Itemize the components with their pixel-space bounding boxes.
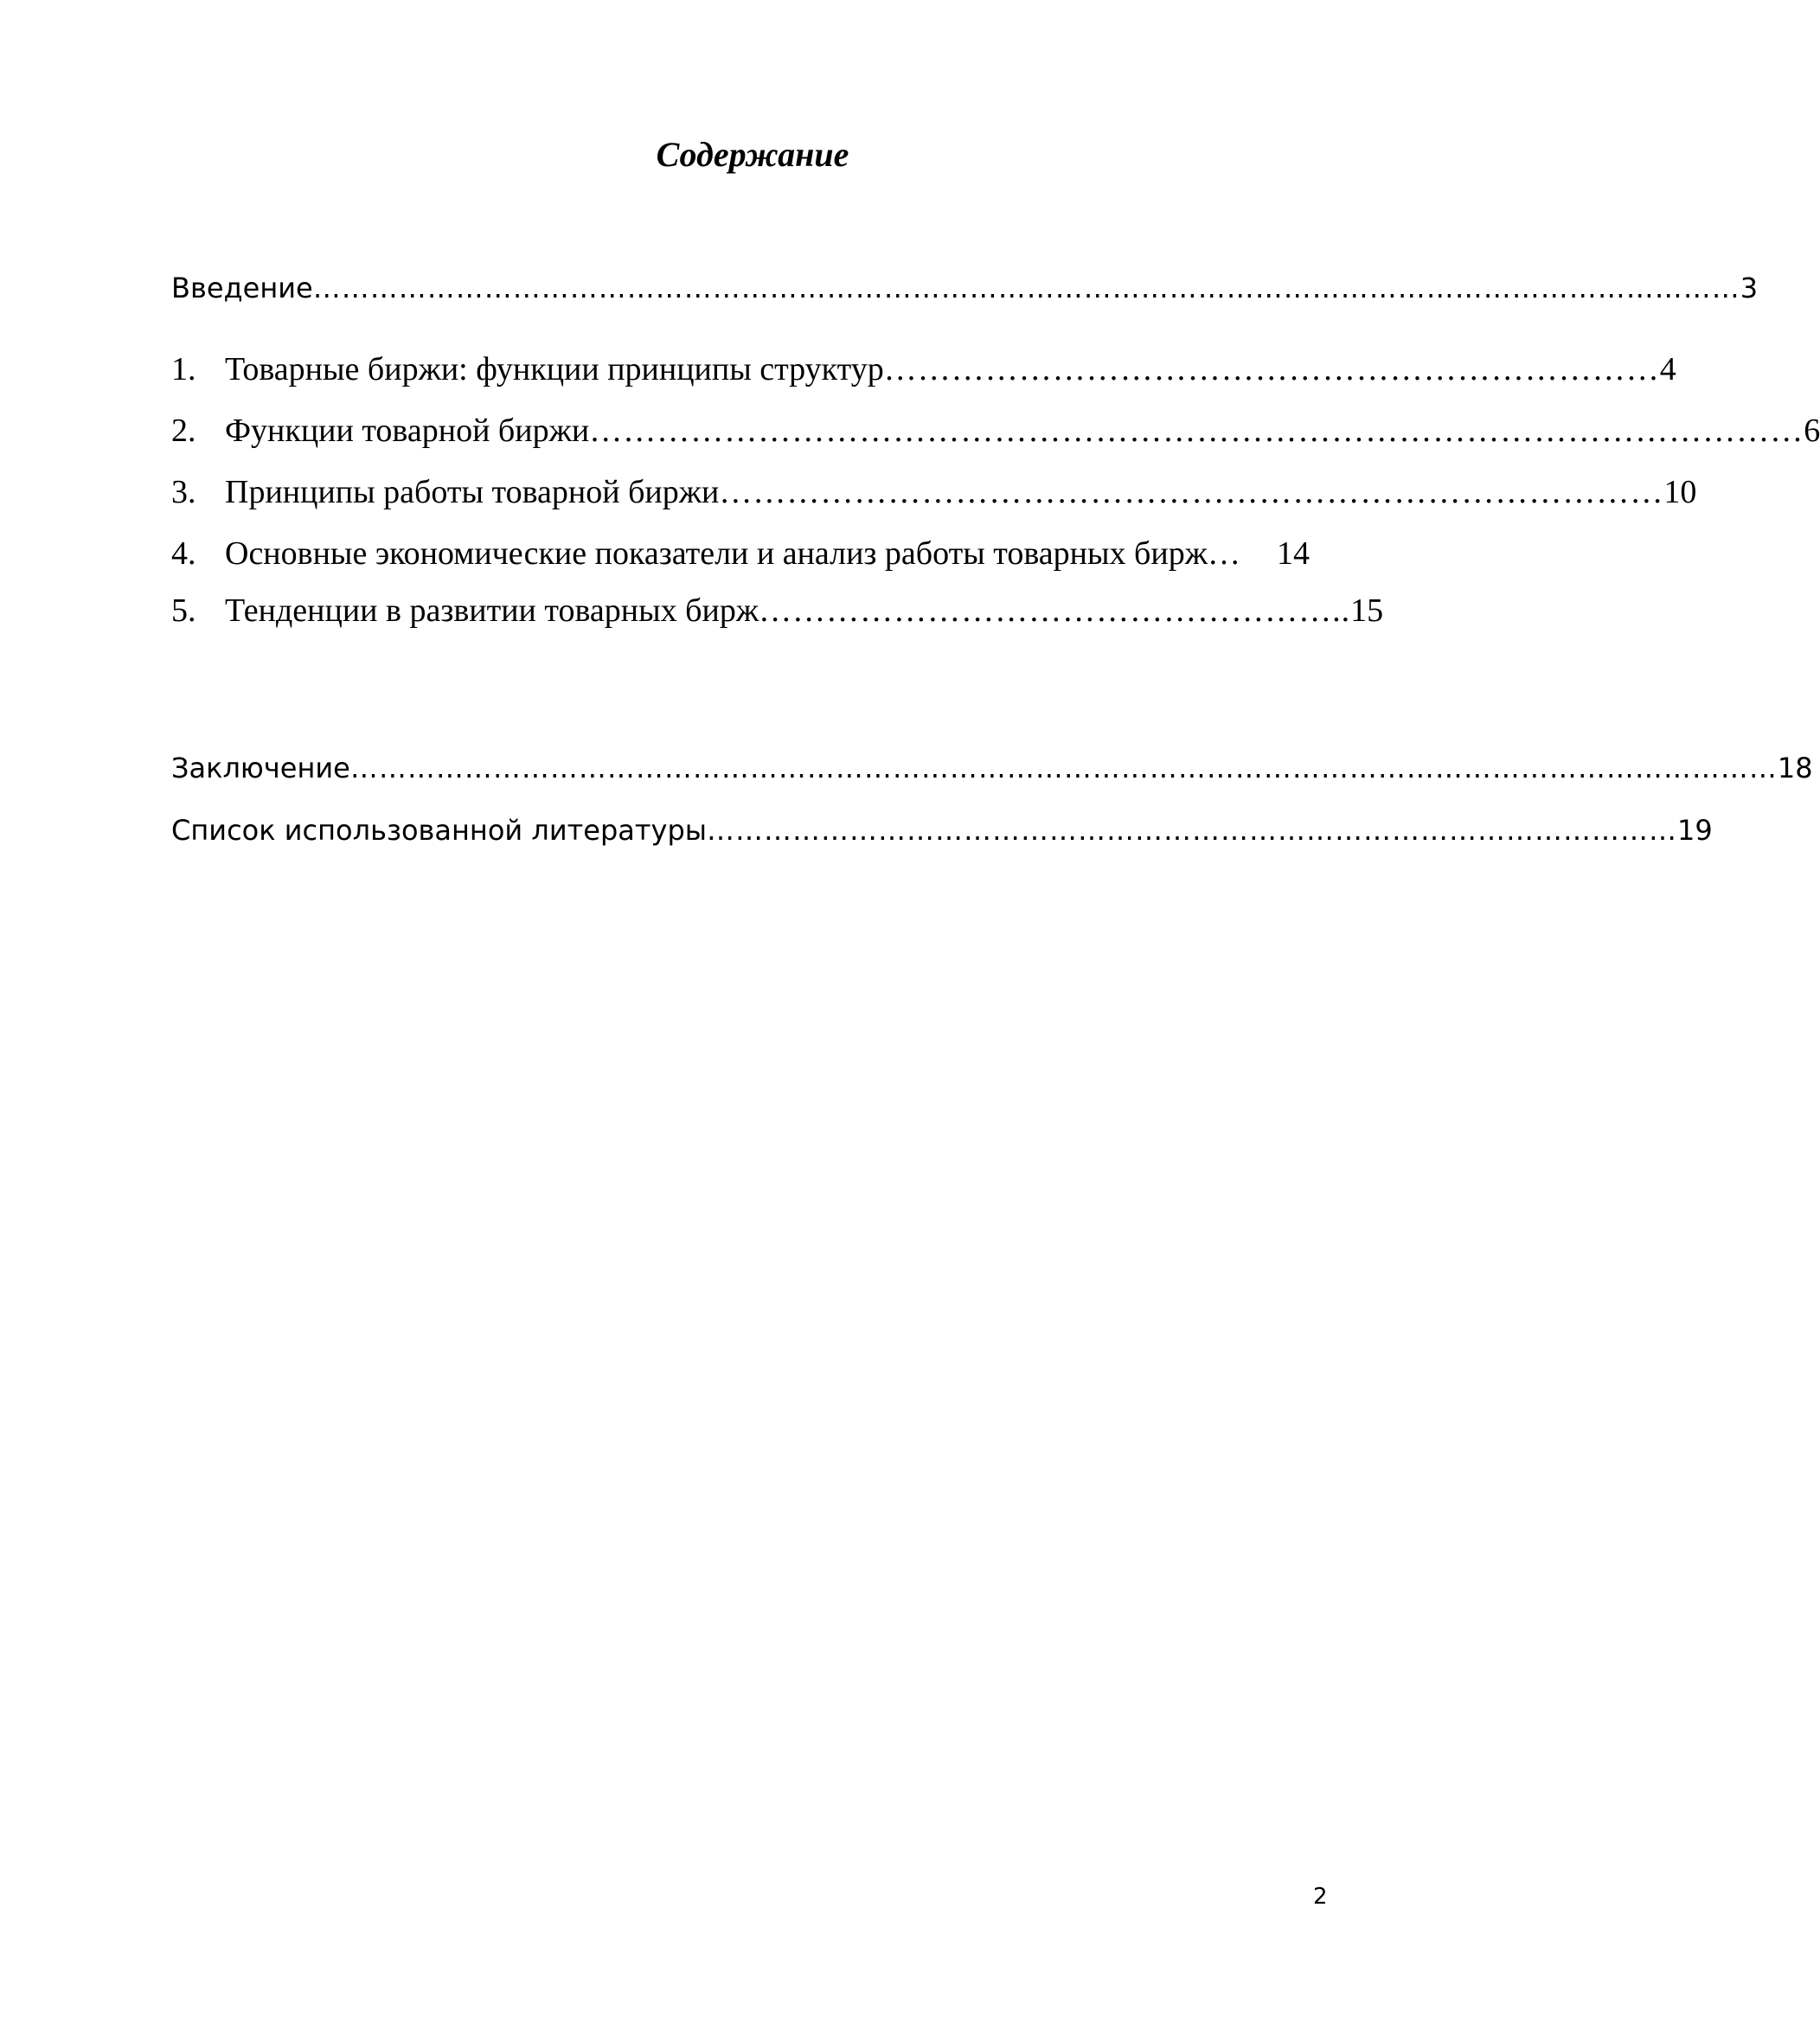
toc-entry-section-1[interactable] (171, 350, 1676, 388)
toc-entry-section-2[interactable] (171, 412, 1820, 450)
toc-page-number: 3 (1740, 272, 1759, 304)
toc-title: Содержание (656, 135, 849, 174)
toc-leader: …………………………………………………………………………………………………………………………………… (349, 752, 1778, 784)
toc-leader: …………………………………………………………………………………………………………………………………… (312, 272, 1740, 304)
toc-section-number: 3. (171, 474, 196, 510)
toc-page-number: 15 (1350, 592, 1384, 629)
toc-page-number: 10 (1663, 474, 1697, 510)
toc-section-number: 4. (171, 535, 196, 572)
toc-entry-intro[interactable] (171, 272, 1759, 304)
toc-page-number: 4 (1659, 351, 1676, 387)
toc-entry-section-5[interactable] (171, 592, 1384, 630)
toc-leader: ………………………………………………………………………… (719, 474, 1664, 510)
toc-entry-label: Функции товарной биржи (225, 413, 590, 449)
toc-leader: ………………………………………………………………………………………… (707, 814, 1678, 847)
toc-entry-section-3[interactable] (171, 473, 1697, 511)
toc-page-number: 19 (1677, 814, 1713, 847)
toc-leader: ……………………………………………………………………………………………… (589, 413, 1804, 449)
toc-page-number: 18 (1777, 752, 1813, 784)
toc-page-number: 14 (1277, 535, 1310, 572)
toc-entry-section-4[interactable] (171, 535, 1310, 573)
toc-entry-label: Основные экономические показатели и анализ работы товарных бирж (225, 535, 1208, 572)
toc-leader: …………………………………………………………… (883, 351, 1660, 387)
toc-entry-label: Товарные биржи: функции принципы структур (225, 351, 884, 387)
toc-entry-label: Введение (171, 272, 313, 304)
toc-leader: …………………………………………….. (759, 592, 1351, 629)
toc-entry-conclusion[interactable] (171, 752, 1813, 784)
toc-entry-label: Список использованной литературы (171, 814, 708, 847)
toc-entry-label: Тенденции в развитии товарных бирж (225, 592, 759, 629)
toc-entry-label: Принципы работы товарной биржи (225, 474, 720, 510)
toc-entry-label: Заключение (171, 752, 350, 784)
page-number: 2 (1313, 1884, 1328, 1910)
toc-section-number: 5. (171, 592, 196, 629)
toc-section-number: 2. (171, 413, 196, 449)
toc-section-number: 1. (171, 351, 196, 387)
toc-leader: … (1207, 535, 1241, 572)
toc-entry-references[interactable] (171, 814, 1713, 847)
toc-page-number: 6 (1804, 413, 1820, 449)
